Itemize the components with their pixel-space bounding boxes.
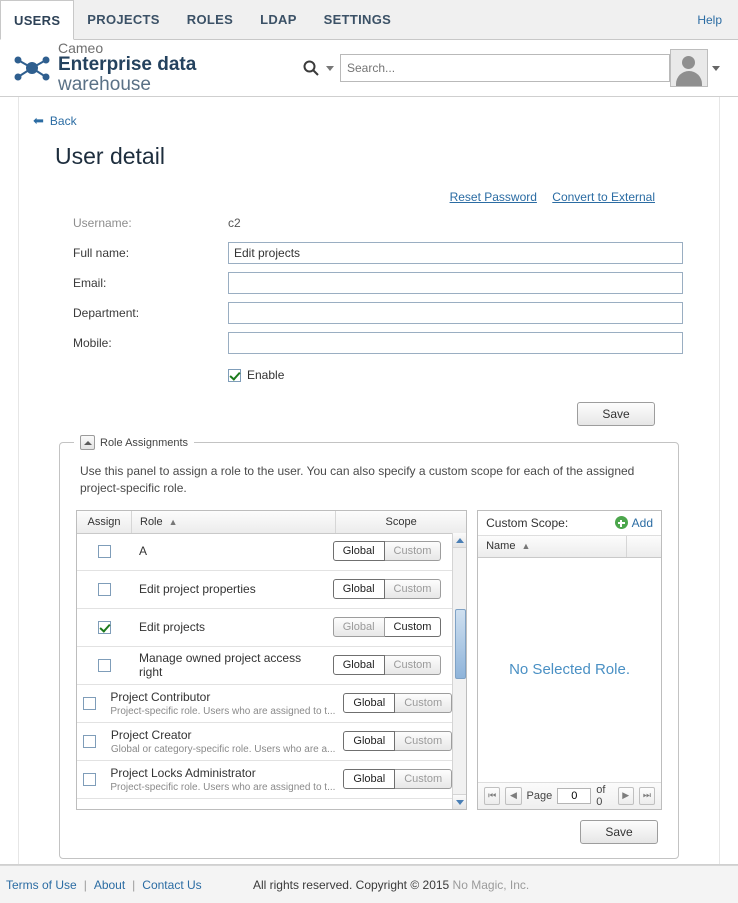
scope-custom-button[interactable]: Custom bbox=[385, 655, 442, 675]
back-link[interactable] bbox=[33, 97, 95, 129]
username-label: Username: bbox=[73, 216, 132, 230]
username-row bbox=[73, 212, 705, 234]
tab-settings[interactable] bbox=[311, 0, 405, 39]
fullname-label: Full name: bbox=[73, 246, 130, 260]
page-label: Page bbox=[526, 789, 553, 802]
assign-checkbox[interactable] bbox=[83, 773, 96, 786]
save-user-button[interactable]: Save bbox=[577, 402, 655, 426]
role-name: Edit project properties bbox=[139, 582, 256, 597]
add-scope-button[interactable] bbox=[615, 516, 653, 530]
sort-ascending-icon: ▲ bbox=[521, 540, 531, 551]
custom-scope-header bbox=[478, 511, 661, 536]
role-cell bbox=[102, 686, 343, 721]
footer bbox=[0, 865, 738, 903]
scope-custom-button[interactable]: Custom bbox=[385, 541, 442, 561]
assign-cell bbox=[77, 609, 131, 646]
department-input[interactable] bbox=[228, 302, 683, 324]
tab-ldap-label: LDAP bbox=[260, 12, 297, 27]
mobile-input[interactable] bbox=[228, 332, 683, 354]
tab-users[interactable] bbox=[0, 0, 74, 40]
page-inner bbox=[18, 97, 720, 864]
brand-title-main bbox=[58, 55, 280, 95]
table-row bbox=[77, 723, 452, 761]
department-row bbox=[73, 302, 705, 324]
role-cell bbox=[102, 762, 343, 797]
scope-cell bbox=[322, 541, 452, 561]
assign-checkbox[interactable] bbox=[83, 697, 96, 710]
column-role[interactable] bbox=[132, 511, 336, 533]
tab-settings-label: SETTINGS bbox=[323, 12, 392, 27]
assign-checkbox[interactable] bbox=[98, 583, 111, 596]
last-page-button[interactable]: ⏭ bbox=[639, 787, 655, 805]
mobile-label: Mobile: bbox=[73, 336, 112, 350]
tab-projects[interactable] bbox=[74, 0, 173, 39]
first-page-button[interactable]: ⏮ bbox=[484, 787, 500, 805]
account-action-links bbox=[33, 190, 705, 204]
page-title: User detail bbox=[55, 143, 165, 169]
brand-title-light: warehouse bbox=[58, 74, 151, 96]
fullname-row bbox=[73, 242, 705, 264]
brand-title-top: Cameo bbox=[58, 39, 104, 56]
footer-separator-2: | bbox=[132, 877, 136, 892]
brand-title-bold: Enterprise data bbox=[58, 54, 197, 76]
assign-cell bbox=[77, 761, 102, 798]
user-menu[interactable] bbox=[670, 49, 726, 87]
custom-scope-title: Custom Scope: bbox=[486, 515, 569, 530]
assign-cell bbox=[77, 533, 131, 570]
brand-header bbox=[0, 40, 738, 97]
tab-ldap[interactable] bbox=[247, 0, 311, 39]
custom-scope-pager bbox=[478, 782, 661, 809]
scrollbar-thumb[interactable] bbox=[455, 609, 466, 679]
assign-checkbox[interactable] bbox=[98, 659, 111, 672]
tab-users-label: USERS bbox=[14, 12, 61, 28]
assign-cell bbox=[77, 647, 131, 684]
tab-roles-label: ROLES bbox=[186, 12, 234, 27]
enable-checkbox[interactable] bbox=[228, 369, 241, 382]
assign-cell bbox=[77, 571, 131, 608]
copyright-text bbox=[253, 878, 529, 892]
scope-global-button[interactable]: Global bbox=[343, 693, 395, 713]
tab-projects-label: PROJECTS bbox=[87, 12, 160, 27]
scope-cell bbox=[343, 769, 452, 789]
add-scope-label: Add bbox=[631, 515, 653, 530]
back-label: Back bbox=[49, 114, 77, 128]
scope-cell bbox=[322, 579, 452, 599]
table-row bbox=[77, 609, 452, 647]
role-description: Global or category-specific role. Users who are a... bbox=[110, 743, 336, 755]
role-name: Manage owned project access right bbox=[139, 651, 302, 680]
reset-password-link[interactable]: Reset Password bbox=[449, 190, 537, 204]
role-name: Edit projects bbox=[139, 620, 206, 635]
avatar[interactable] bbox=[670, 49, 708, 87]
copyright-label: All rights reserved. Copyright © 2015 bbox=[252, 877, 450, 892]
page-number-input[interactable] bbox=[557, 788, 591, 804]
scope-custom-button[interactable]: Custom bbox=[395, 731, 452, 751]
role-description: Project-specific role. Users who are assigned to t... bbox=[110, 781, 336, 793]
table-row bbox=[77, 647, 452, 685]
user-menu-caret-icon[interactable] bbox=[712, 66, 720, 71]
brand-title bbox=[58, 41, 280, 96]
assign-checkbox[interactable] bbox=[98, 621, 111, 634]
enable-row bbox=[228, 368, 705, 382]
search-options-caret-icon[interactable] bbox=[326, 66, 334, 71]
user-detail-form bbox=[33, 212, 705, 382]
column-role-label: Role bbox=[140, 515, 163, 528]
page-container bbox=[0, 97, 738, 865]
role-cell bbox=[131, 616, 322, 638]
role-cell bbox=[131, 647, 322, 683]
scroll-up-arrow-icon[interactable] bbox=[453, 533, 466, 548]
role-assignments-body bbox=[76, 510, 662, 810]
username-value: c2 bbox=[228, 216, 241, 230]
table-row bbox=[77, 571, 452, 609]
company-name: No Magic, Inc. bbox=[452, 877, 530, 892]
mobile-row bbox=[73, 332, 705, 354]
collapse-toggle-icon[interactable] bbox=[80, 435, 95, 450]
scope-cell bbox=[322, 617, 452, 637]
contact-us-link[interactable]: Contact Us bbox=[142, 877, 202, 892]
column-name-label: Name bbox=[486, 539, 516, 552]
role-name: A bbox=[139, 544, 148, 559]
column-name[interactable] bbox=[478, 536, 627, 557]
top-navigation-bar bbox=[0, 0, 738, 40]
scope-cell bbox=[343, 731, 452, 751]
department-label: Department: bbox=[73, 306, 140, 320]
role-cell bbox=[131, 540, 322, 562]
role-cell bbox=[131, 578, 322, 600]
search-icon[interactable] bbox=[302, 59, 320, 77]
page-total-label: of 0 bbox=[596, 783, 606, 808]
nav-tabs bbox=[0, 0, 405, 39]
assign-checkbox[interactable] bbox=[98, 545, 111, 558]
role-assignments-description: Use this panel to assign a role to the user. You can also specify a custom scope for each of the assigned project-specific role. bbox=[80, 464, 635, 496]
role-description: Project-specific role. Users who are assigned to t... bbox=[110, 705, 336, 717]
terms-of-use-link[interactable]: Terms of Use bbox=[6, 877, 77, 892]
table-row bbox=[77, 533, 452, 571]
help-link[interactable]: Help bbox=[697, 12, 722, 27]
search-input[interactable] bbox=[340, 54, 670, 82]
roles-table bbox=[76, 510, 467, 810]
about-link[interactable]: About bbox=[93, 877, 126, 892]
plus-icon bbox=[615, 516, 628, 529]
email-input[interactable] bbox=[228, 272, 683, 294]
sort-ascending-icon: ▲ bbox=[168, 516, 178, 527]
scope-custom-button[interactable]: Custom bbox=[385, 617, 442, 637]
scope-global-button[interactable]: Global bbox=[343, 769, 395, 789]
roles-table-header bbox=[77, 511, 466, 534]
role-name: Project Creator bbox=[110, 727, 192, 742]
scroll-down-arrow-icon[interactable] bbox=[453, 794, 466, 809]
scope-global-button[interactable]: Global bbox=[333, 579, 385, 599]
footer-separator-1: | bbox=[83, 877, 87, 892]
next-page-button[interactable]: ▶ bbox=[618, 787, 634, 805]
email-label: Email: bbox=[73, 276, 107, 290]
scope-global-button[interactable]: Global bbox=[333, 541, 385, 561]
role-assignments-legend bbox=[74, 435, 194, 450]
scope-global-button[interactable]: Global bbox=[333, 655, 385, 675]
custom-scope-empty-message: No Selected Role. bbox=[509, 661, 630, 679]
tab-roles[interactable] bbox=[174, 0, 247, 39]
column-assign: Assign bbox=[77, 511, 132, 533]
custom-scope-panel bbox=[477, 510, 662, 810]
scope-global-button[interactable]: Global bbox=[333, 617, 385, 637]
scope-cell bbox=[343, 693, 452, 713]
fullname-input[interactable] bbox=[228, 242, 683, 264]
enable-label: Enable bbox=[247, 368, 285, 382]
roles-table-rows bbox=[77, 533, 452, 809]
role-assignments-legend-label: Role Assignments bbox=[100, 436, 189, 449]
scope-custom-button[interactable]: Custom bbox=[395, 769, 452, 789]
table-row bbox=[77, 761, 452, 799]
previous-page-button[interactable]: ◀ bbox=[505, 787, 521, 805]
roles-table-scrollbar[interactable] bbox=[452, 533, 466, 809]
assign-checkbox[interactable] bbox=[83, 735, 96, 748]
role-panel-save-row bbox=[76, 820, 662, 844]
convert-to-external-link[interactable]: Convert to External bbox=[552, 190, 655, 204]
assign-cell bbox=[77, 723, 103, 760]
custom-scope-columns bbox=[478, 536, 661, 558]
scope-custom-button[interactable]: Custom bbox=[385, 579, 442, 599]
scope-custom-button[interactable]: Custom bbox=[395, 693, 452, 713]
cameo-logo-icon bbox=[12, 48, 52, 88]
table-row bbox=[77, 685, 452, 723]
role-assignments-panel bbox=[59, 436, 679, 859]
scope-cell bbox=[322, 655, 452, 675]
role-cell bbox=[103, 724, 344, 759]
save-roles-button[interactable]: Save bbox=[580, 820, 658, 844]
scope-global-button[interactable]: Global bbox=[343, 731, 395, 751]
back-arrow-icon: ⬅ bbox=[33, 113, 44, 128]
email-row bbox=[73, 272, 705, 294]
user-save-row bbox=[33, 402, 705, 426]
search-area bbox=[302, 54, 670, 82]
role-name: Project Locks Administrator bbox=[110, 765, 256, 780]
role-name: Project Contributor bbox=[110, 689, 211, 704]
column-scope: Scope bbox=[385, 515, 417, 528]
assign-cell bbox=[77, 685, 102, 722]
